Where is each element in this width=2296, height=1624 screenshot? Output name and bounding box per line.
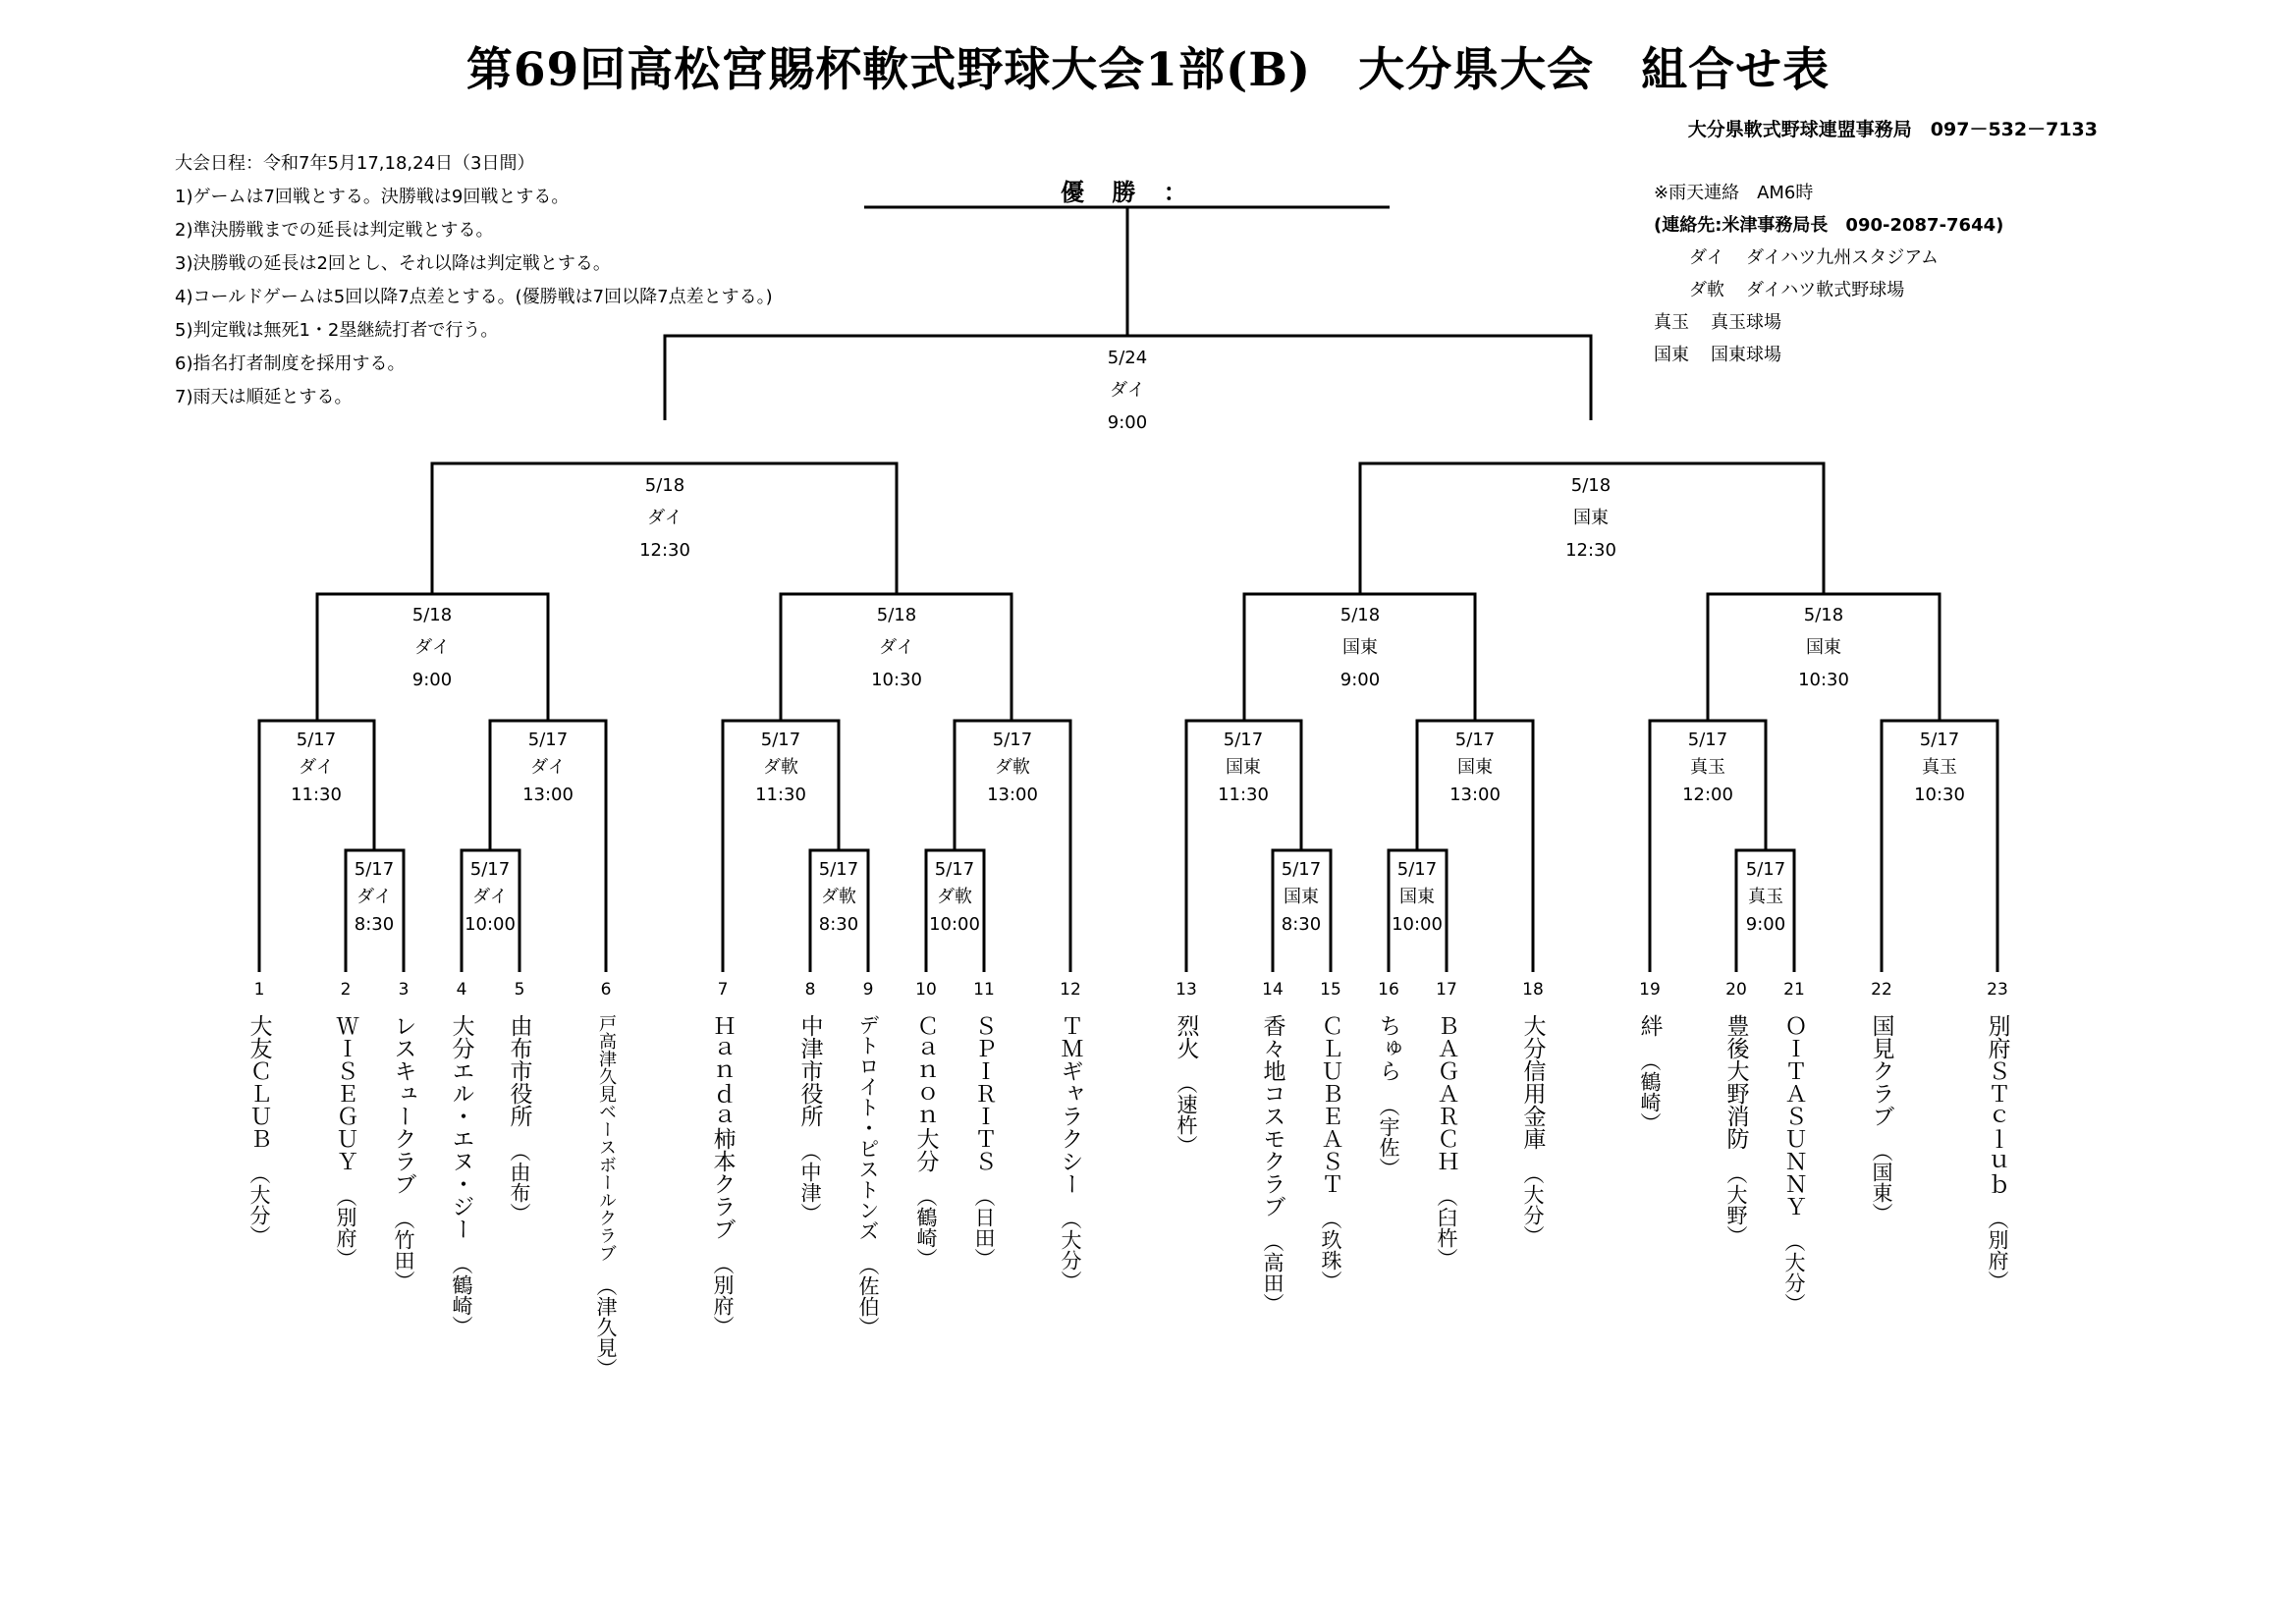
match-date: 5/17 [1223,730,1264,750]
venue-name: ダイハツ軟式野球場 [1746,280,1905,300]
team-entry [1430,1014,1463,1269]
match-venue: ダ軟 [937,887,972,907]
team-entry [851,1014,885,1337]
team-entry [243,1014,276,1246]
match-venue: ダ軟 [995,757,1030,778]
rule-item: 4)コールドゲームは5回以降7点差とする。(優勝戦は7回以降7点差とする。) [175,287,773,307]
team-entry [967,1014,1001,1269]
match-venue: 国東 [1457,757,1493,778]
team-region: （津久見） [594,1275,618,1379]
rain-notice: ※雨天連絡 AM6時 [1654,183,1814,203]
champion-label: 優 勝 ： [1061,179,1197,206]
match-venue: ダ軟 [820,887,856,907]
team-name: 国見クラブ [1868,1014,1894,1127]
team-number: 4 [456,980,467,1000]
team-name: Ｈａｎｄａ柿本クラブ [709,1014,736,1240]
team-entry [445,1014,478,1336]
team-number: 1 [253,980,265,1000]
match-time: 10:00 [929,914,980,935]
venue-name: 国東球場 [1711,345,1781,365]
match-venue: 真玉 [1690,757,1725,778]
team-entry [1865,1014,1898,1223]
match-venue: 国東 [1341,637,1378,658]
team-number: 3 [398,980,410,1000]
match-label-round1 [1392,856,1443,939]
match-time: 11:30 [1218,785,1269,805]
match-time: 13:00 [522,785,574,805]
match-time: 12:30 [639,540,690,561]
team-entry [1256,1014,1289,1314]
team-name: ＴＭギャラクシー [1057,1014,1083,1195]
team-region: （国東） [1870,1141,1893,1223]
team-number: 12 [1060,980,1081,1000]
match-label-final [1108,342,1147,439]
team-region: （竹田） [392,1209,415,1291]
match-date: 5/17 [296,730,337,750]
team-name: 戸高津久見ベースボールクラブ [596,1014,617,1262]
match-date: 5/17 [1919,730,1960,750]
match-label-quarterfinal [412,599,452,696]
match-venue: 国東 [1573,508,1609,528]
match-time: 9:00 [1745,914,1786,935]
team-number: 16 [1378,980,1399,1000]
match-label-round2 [291,727,342,809]
team-entry [503,1014,536,1223]
team-entry [1777,1014,1811,1314]
team-entry [909,1014,943,1269]
team-number: 18 [1522,980,1544,1000]
venue-name: ダイハツ九州スタジアム [1746,247,1940,268]
team-number: 14 [1262,980,1284,1000]
team-name: Ｃａｎｏｎ大分 [912,1014,939,1172]
match-venue: ダイ [299,757,334,778]
team-number: 23 [1987,980,2008,1000]
team-name: ＢＡＧＡＲＣＨ [1433,1014,1459,1172]
team-name: 由布市役所 [506,1014,532,1127]
team-region: （別府） [334,1186,357,1269]
team-region: （宇佐） [1377,1096,1400,1178]
team-name: ちゅら [1375,1014,1401,1082]
match-time: 10:30 [871,670,922,690]
match-date: 5/18 [1803,605,1844,625]
match-time: 11:30 [755,785,806,805]
rule-item: 6)指名打者制度を採用する。 [175,353,406,374]
team-number: 20 [1725,980,1747,1000]
team-name: ＣＬＵＢＥＡＳＴ [1317,1014,1343,1195]
match-time: 13:00 [987,785,1038,805]
team-name: ＳＰＩＲＩＴＳ [970,1014,997,1172]
team-name: レスキュークラブ [390,1014,416,1195]
match-date: 5/17 [1396,859,1438,880]
rule-item: 7)雨天は順延とする。 [175,387,353,407]
match-time: 9:00 [1339,670,1381,690]
team-region: （臼杵） [1435,1186,1458,1269]
team-name: デトロイト・ピストンズ [856,1014,880,1241]
match-venue: ダイ [647,508,683,528]
team-name: 大分エル・エヌ・ジー [448,1014,474,1240]
match-label-round2 [1449,727,1501,809]
team-region: （鶴崎） [450,1254,473,1336]
team-number: 19 [1639,980,1661,1000]
team-name: 香々地コスモクラブ [1259,1014,1285,1218]
team-region: （大野） [1724,1164,1748,1246]
match-date: 5/17 [1745,859,1786,880]
team-region: （大分） [1521,1164,1545,1246]
team-region: （由布） [508,1141,531,1223]
match-venue: ダイ [356,887,392,907]
team-entry [1314,1014,1347,1291]
match-label-round2 [1914,727,1965,809]
match-date: 5/18 [644,475,685,496]
page-title: 第69回高松宮賜杯軟式野球大会1部(B) 大分県大会 組合せ表 [465,43,1831,97]
team-entry [1054,1014,1087,1291]
match-label-quarterfinal [1798,599,1849,696]
match-venue: ダイ [530,757,566,778]
team-number: 22 [1871,980,1892,1000]
match-venue: 国東 [1399,887,1435,907]
match-venue: 真玉 [1747,887,1783,907]
team-entry [1981,1014,2014,1291]
team-entry [706,1014,739,1336]
rule-item: 5)判定戦は無死1・2塁継続打者で行う。 [175,320,499,341]
team-region: （別府） [711,1254,735,1336]
match-label-round2 [522,727,574,809]
match-date: 5/17 [1687,730,1728,750]
match-time: 10:00 [465,914,516,935]
team-region: （高田） [1261,1231,1285,1314]
match-venue: ダイ [472,887,508,907]
team-region: （大分） [1059,1209,1082,1291]
match-venue: ダイ [414,637,450,658]
match-date: 5/18 [1339,605,1381,625]
match-time: 13:00 [1449,785,1501,805]
match-label-semifinal [639,469,690,567]
venue-abbr: ダイ [1689,247,1724,268]
match-time: 12:30 [1565,540,1616,561]
team-entry [329,1014,362,1269]
match-venue: 国東 [1806,637,1841,658]
match-label-quarterfinal [1340,599,1380,696]
match-date: 5/17 [1281,859,1322,880]
match-time: 8:30 [818,914,859,935]
team-region: （佐伯） [856,1255,880,1337]
team-number: 2 [340,980,352,1000]
match-date: 5/24 [1107,348,1148,368]
match-venue: 国東 [1226,757,1261,778]
team-number: 6 [600,980,612,1000]
match-date: 5/17 [818,859,859,880]
team-name: 豊後大野消防 [1722,1014,1749,1150]
match-date: 5/17 [934,859,975,880]
team-entry [1633,1014,1667,1133]
match-date: 5/18 [411,605,453,625]
team-number: 21 [1783,980,1805,1000]
match-label-round1 [355,856,394,939]
match-date: 5/17 [527,730,569,750]
match-time: 10:00 [1392,914,1443,935]
match-time: 8:30 [354,914,395,935]
match-label-semifinal [1565,469,1616,567]
team-number: 9 [862,980,874,1000]
match-venue: 国東 [1283,887,1319,907]
team-region: （別府） [1986,1209,2009,1291]
team-entry [589,1014,623,1379]
match-time: 9:00 [411,670,453,690]
match-label-round2 [1682,727,1733,809]
office-contact: 大分県軟式野球連盟事務局 097－532－7133 [1687,119,2098,140]
match-venue: 真玉 [1922,757,1957,778]
team-number: 10 [915,980,937,1000]
team-number: 7 [717,980,729,1000]
venue-abbr: 国東 [1654,345,1689,365]
match-label-round2 [987,727,1038,809]
match-label-round2 [1218,727,1269,809]
venue-name: 真玉球場 [1711,312,1781,333]
match-label-round1 [1746,856,1785,939]
team-region: （日田） [972,1186,996,1269]
match-label-round1 [1282,856,1321,939]
team-entry [1372,1014,1405,1178]
team-name: 烈火 [1173,1014,1199,1059]
team-number: 5 [514,980,525,1000]
team-name: 中津市役所 [796,1014,823,1127]
team-name: 別府ＳＴｃｌｕｂ [1984,1014,2010,1195]
team-name: ＷＩＳＥＧＵＹ [332,1014,358,1172]
team-region: （鶴崎） [1638,1051,1662,1133]
match-time: 9:00 [1107,412,1148,433]
venue-abbr: ダ軟 [1689,280,1724,300]
match-label-round1 [929,856,980,939]
match-date: 5/17 [992,730,1033,750]
match-time: 12:00 [1682,785,1733,805]
team-region: （玖珠） [1319,1209,1342,1291]
match-date: 5/18 [876,605,917,625]
match-time: 10:30 [1798,670,1849,690]
match-date: 5/18 [1570,475,1612,496]
match-venue: ダ軟 [763,757,798,778]
match-label-round1 [465,856,516,939]
team-region: （大分） [1782,1231,1806,1314]
venue-abbr: 真玉 [1654,312,1689,333]
match-date: 5/17 [354,859,395,880]
team-region: （鶴崎） [914,1186,938,1269]
team-name: 絆 [1636,1014,1663,1037]
match-time: 11:30 [291,785,342,805]
team-entry [1720,1014,1753,1246]
match-venue: ダイ [1110,380,1145,401]
team-name: 大分信用金庫 [1519,1014,1546,1150]
team-number: 17 [1436,980,1457,1000]
team-region: （中津） [798,1141,822,1223]
match-date: 5/17 [1454,730,1496,750]
match-time: 8:30 [1281,914,1322,935]
team-entry [387,1014,420,1291]
team-entry [793,1014,827,1223]
team-entry [1516,1014,1550,1246]
match-venue: ダイ [879,637,914,658]
team-number: 11 [973,980,995,1000]
match-label-round2 [755,727,806,809]
match-label-quarterfinal [871,599,922,696]
team-name: 大友ＣＬＵＢ [246,1014,272,1150]
rain-contact-phone: (連絡先:米津事務局長 090-2087-7644) [1654,215,2004,236]
team-entry [1170,1014,1203,1156]
rule-item: 大会日程：令和7年5月17,18,24日（3日間） [175,153,535,174]
team-number: 15 [1320,980,1341,1000]
rule-item: 2)準決勝戦までの延長は判定戦とする。 [175,220,494,241]
match-label-round1 [819,856,858,939]
team-name: ＯＩＴＡＳＵＮＮＹ [1780,1014,1807,1218]
match-date: 5/17 [760,730,801,750]
team-number: 13 [1175,980,1197,1000]
team-region: （大分） [247,1164,271,1246]
rule-item: 1)ゲームは7回戦とする。決勝戦は9回戦とする。 [175,187,570,207]
team-region: （速杵） [1175,1073,1198,1156]
match-time: 10:30 [1914,785,1965,805]
match-date: 5/17 [469,859,511,880]
rule-item: 3)決勝戦の延長は2回とし、それ以降は判定戦とする。 [175,253,611,274]
team-number: 8 [804,980,816,1000]
